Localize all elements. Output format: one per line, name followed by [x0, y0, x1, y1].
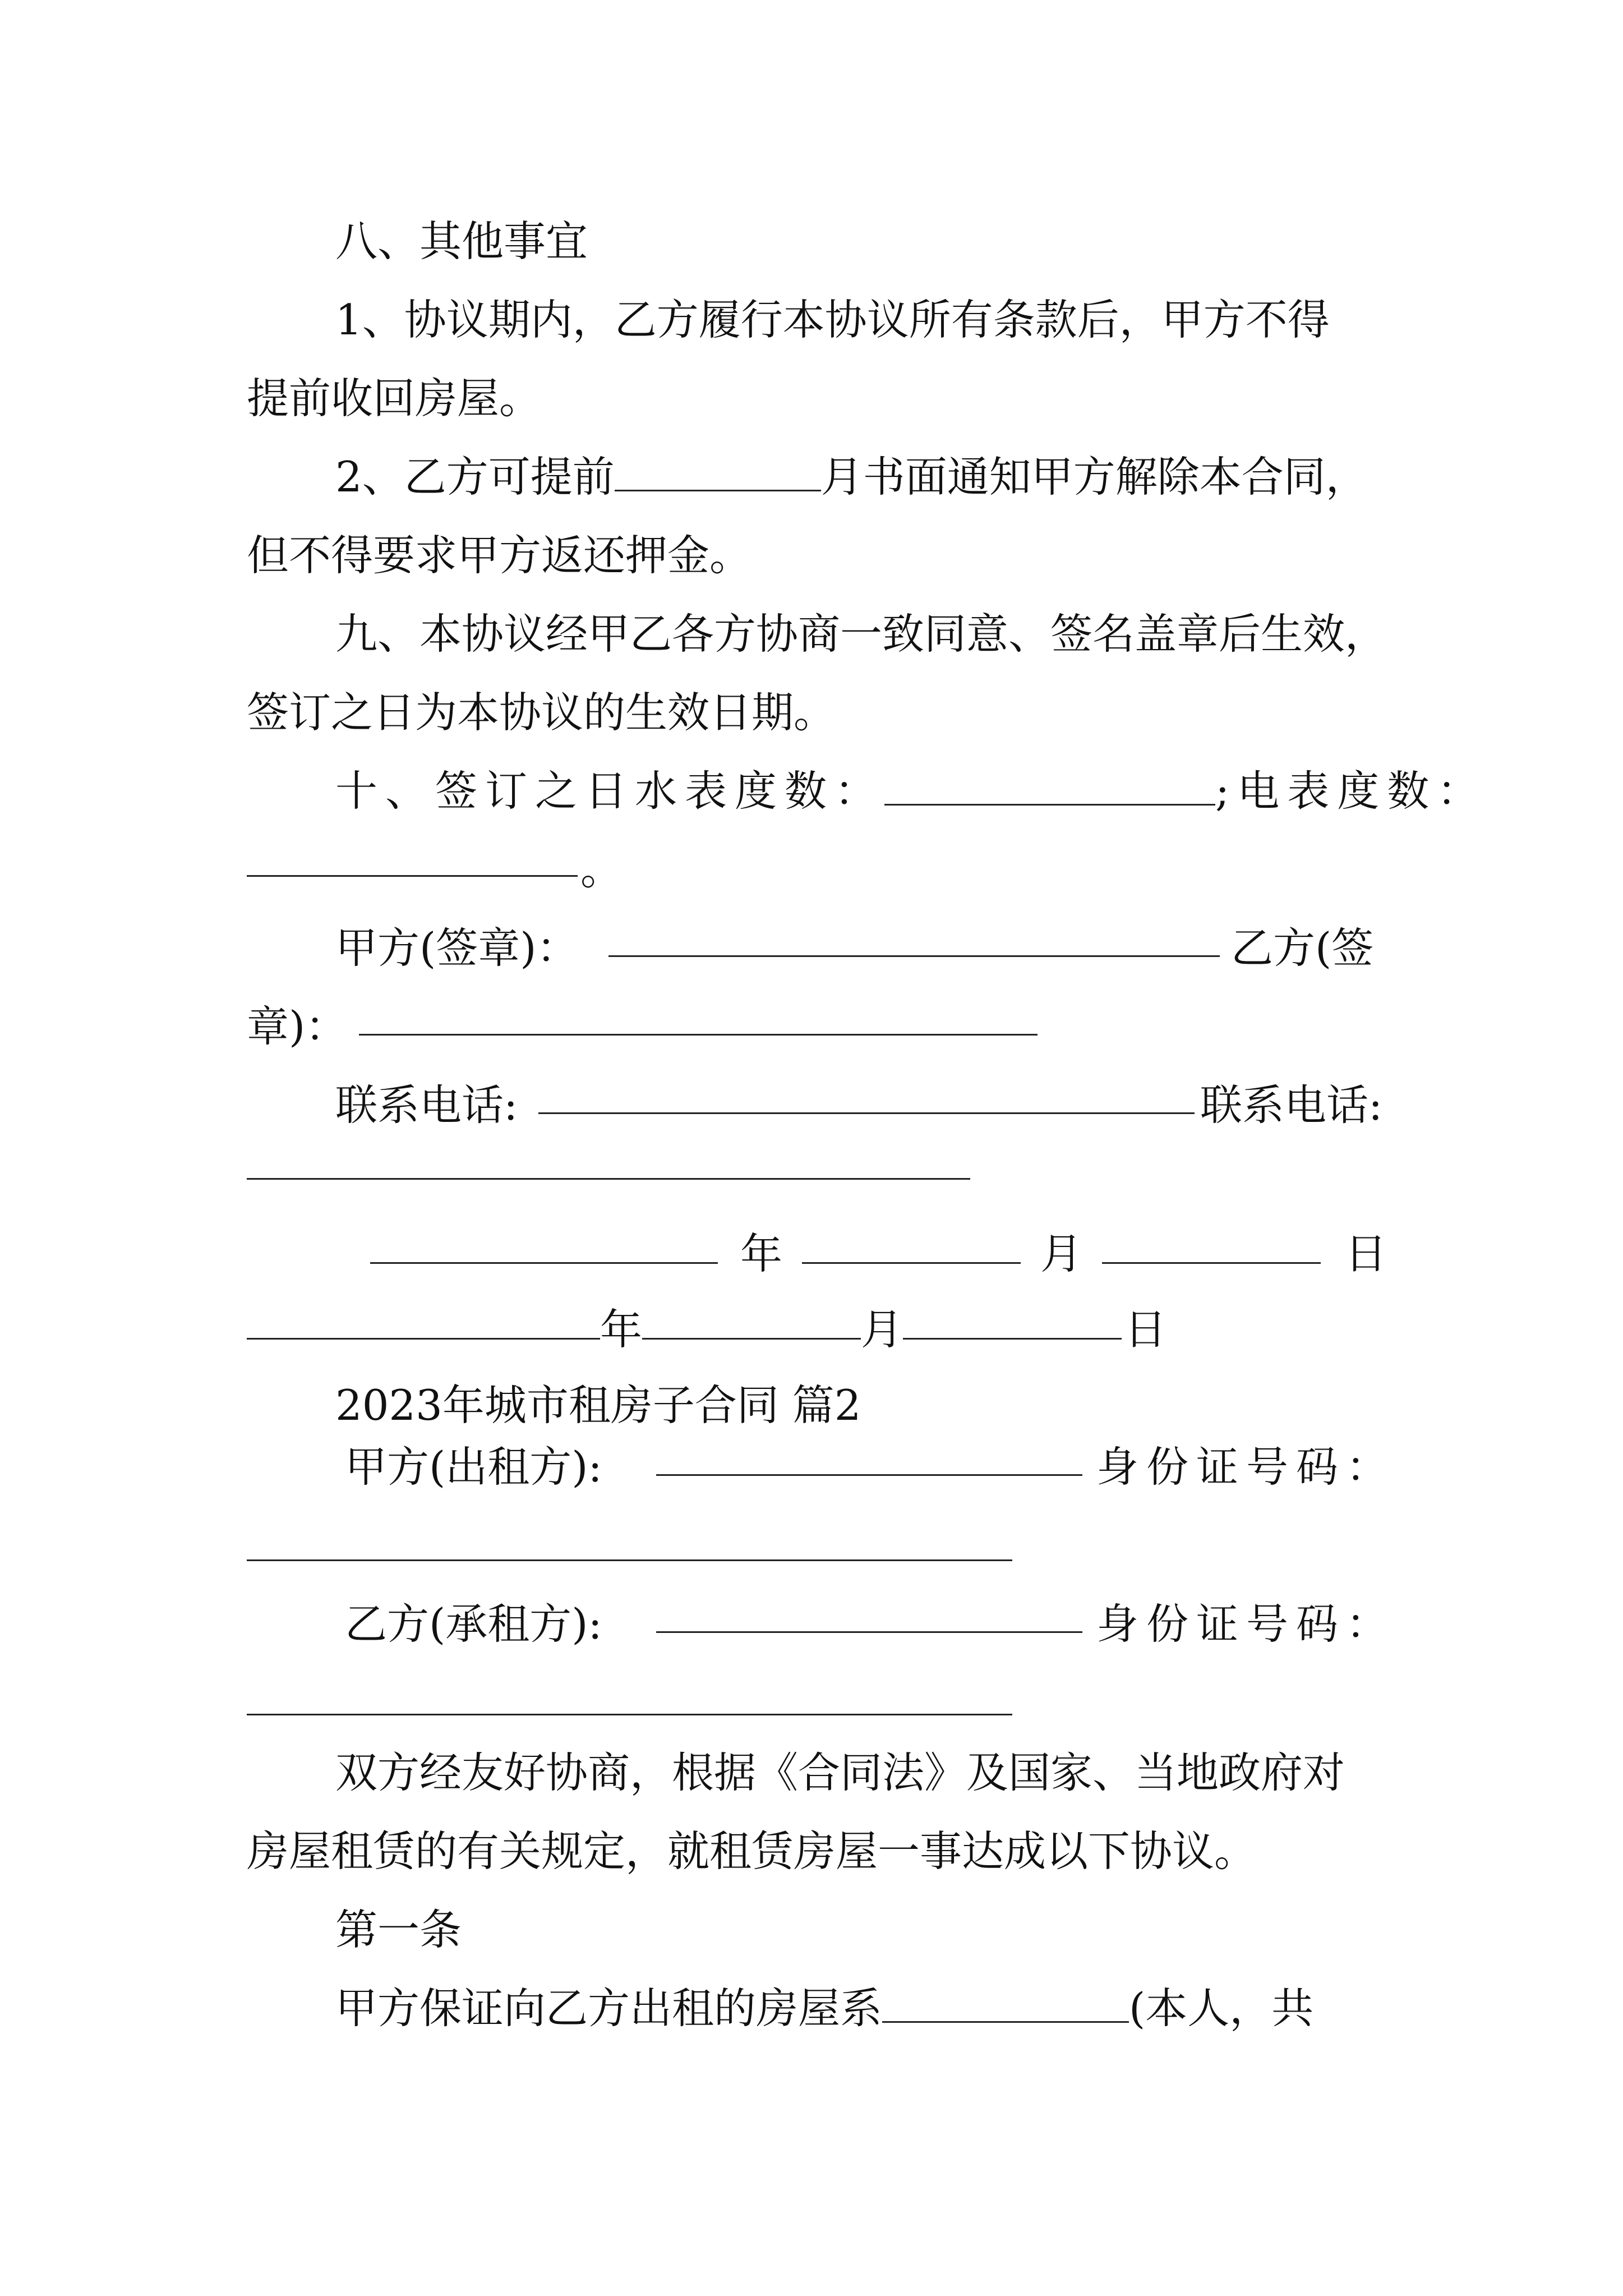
date-2-day-label: 日 — [1124, 1305, 1167, 1354]
date-2-year-blank[interactable] — [247, 1338, 600, 1340]
intro-line-2: 房屋租赁的有关规定，就租赁房屋一事达成以下协议。 — [247, 1826, 1257, 1876]
property-owner-blank[interactable] — [882, 1982, 1129, 2023]
date-2-day-blank[interactable] — [903, 1338, 1122, 1340]
date-2-year-label: 年 — [600, 1305, 643, 1354]
date-1-year-blank[interactable] — [370, 1262, 718, 1264]
section-8-item-2-line-2: 但不得要求甲方返还押金。 — [247, 531, 752, 580]
date-2-month-label: 月 — [861, 1305, 903, 1354]
party-a-signature-label: 甲方(签章)： — [335, 923, 579, 973]
date-2-month-blank[interactable] — [642, 1338, 861, 1340]
lessor-id-label: 身份证号码： — [1096, 1442, 1396, 1492]
date-1-month-label: 月 — [1040, 1229, 1083, 1278]
section-8-item-2-line-1 — [335, 449, 1368, 505]
electric-meter-label: ;电表度数： — [1215, 766, 1487, 816]
lessee-name-blank[interactable] — [656, 1631, 1082, 1633]
date-1-month-blank[interactable] — [802, 1262, 1021, 1264]
notice-months-blank[interactable] — [615, 450, 821, 491]
party-a-phone-label: 联系电话: — [335, 1080, 518, 1130]
water-meter-label: 十、签订之日水表度数： — [335, 766, 885, 816]
item-2-text-after: 月书面通知甲方解除本合同， — [820, 452, 1368, 501]
contract-2-title: 2023年城市租房子合同 篇2 — [335, 1381, 861, 1430]
lessee-id-blank[interactable] — [247, 1714, 1012, 1715]
lessee-id-label: 身份证号码： — [1096, 1599, 1396, 1649]
date-1-day-blank[interactable] — [1102, 1262, 1321, 1264]
party-b-phone-blank[interactable] — [247, 1178, 970, 1180]
item-2-text-before: 2、乙方可提前 — [335, 452, 615, 501]
party-a-signature-blank[interactable] — [608, 955, 1220, 957]
lessor-label: 甲方(出租方): — [345, 1442, 602, 1492]
electric-meter-blank[interactable] — [247, 875, 578, 877]
party-b-signature-blank[interactable] — [359, 1034, 1038, 1036]
article-1-heading: 第一条 — [335, 1905, 462, 1954]
lessor-name-blank[interactable] — [656, 1474, 1082, 1476]
section-9-line-2: 签订之日为本协议的生效日期。 — [247, 688, 836, 737]
article-1-line-1 — [335, 1980, 1313, 2036]
party-a-phone-blank[interactable] — [538, 1112, 1195, 1114]
section-8-item-1-line-2: 提前收回房屋。 — [247, 374, 542, 423]
party-b-signature-label-end: 章)： — [247, 1002, 348, 1051]
water-meter-blank[interactable] — [884, 765, 1215, 806]
lessee-label: 乙方(承租方): — [345, 1599, 602, 1649]
section-8-heading: 八、其他事宜 — [335, 217, 588, 266]
intro-line-1: 双方经友好协商，根据《合同法》及国家、当地政府对 — [335, 1748, 1345, 1797]
section-8-item-1-line-1: 1、协议期内，乙方履行本协议所有条款后，甲方不得 — [335, 295, 1330, 344]
article-1-text-before: 甲方保证向乙方出租的房屋系 — [335, 1984, 883, 2033]
article-1-text-after: (本人，共 — [1129, 1984, 1314, 2033]
section-9-line-1: 九、本协议经甲乙各方协商一致同意、签名盖章后生效， — [335, 609, 1387, 659]
party-b-signature-label-start: 乙方(签 — [1231, 923, 1374, 973]
date-1-year-label: 年 — [740, 1229, 783, 1278]
party-b-phone-label: 联系电话: — [1200, 1080, 1383, 1130]
lessor-id-blank[interactable] — [247, 1559, 1012, 1561]
section-10-line — [335, 763, 1487, 819]
section-10-end: 。 — [580, 845, 623, 894]
date-1-day-label: 日 — [1345, 1229, 1387, 1278]
